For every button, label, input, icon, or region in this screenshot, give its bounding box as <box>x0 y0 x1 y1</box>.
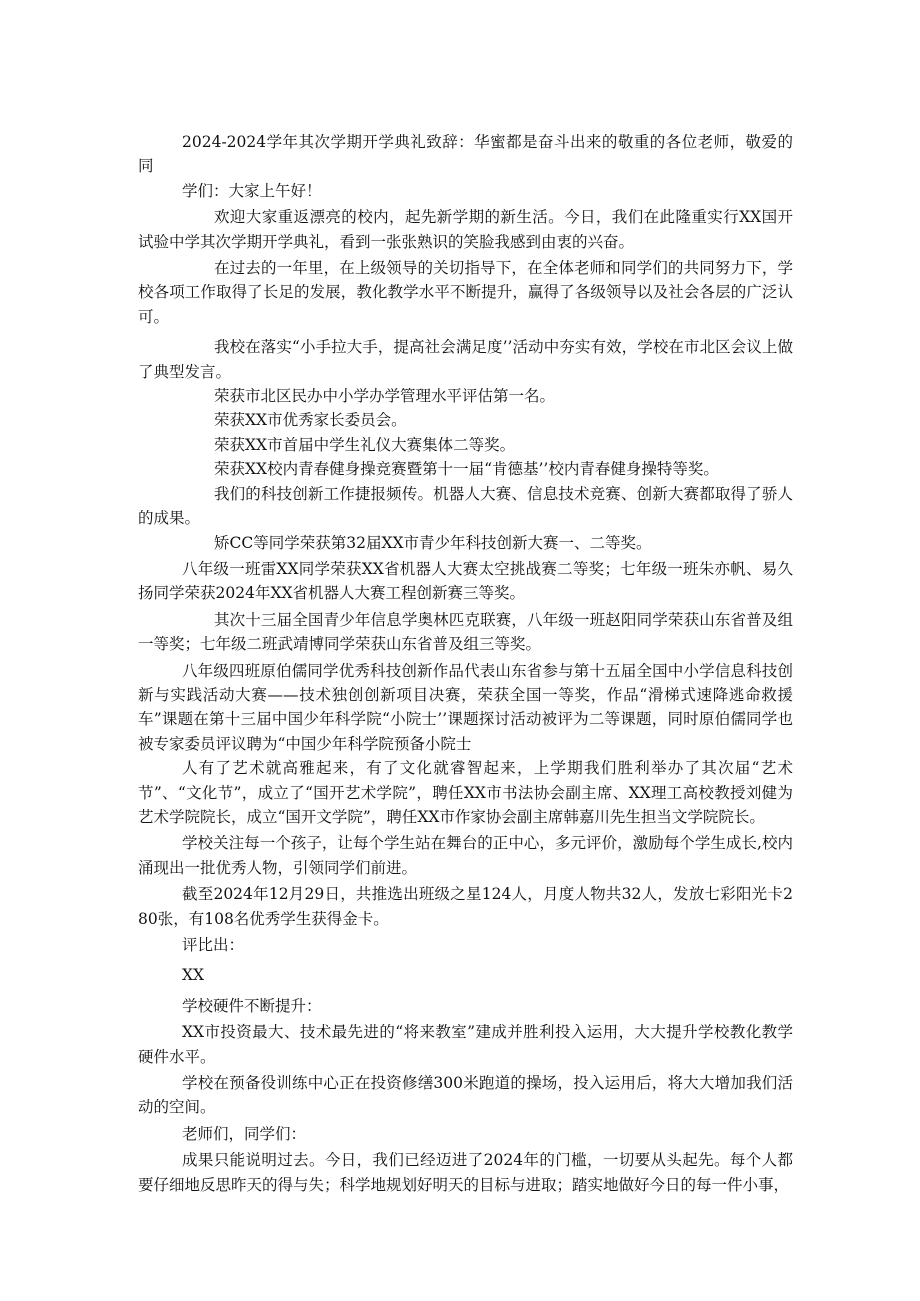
paragraph-welcome: 欢迎大家重返漂亮的校内，起先新学期的新生活。今日，我们在此隆重实行XX国开试验中学其次学期开学典礼，看到一张张熟识的笑脸我感到由衷的兴奋。 <box>138 208 793 251</box>
greeting: 学们：大家上午好！ <box>182 181 322 200</box>
award-item: 荣获XX校内青春健身操竞赛暨第十一届“肯德基’’校内青春健身操特等奖。 <box>214 460 719 479</box>
paragraph-science-award: 八年级四班原伯儒同学优秀科技创新作品代表山东省参与第十五届全国中小学信息科技创新与实践活动大赛——技术独创创新项目决赛，荣获全国一等奖，作品“滑梯式速降逃命救援车”课题在第十三届中国少年科学院“小院士’’课题探讨活动被评为二等课题，同时原伯儒同学也被专家委员评议聘为“中国少年科学院预备小院士 <box>138 661 793 753</box>
document-title-line: 2024-2024学年其次学期开学典礼致辞：华蜜都是奋斗出来的敬重的各位老师，敬爱的同 <box>138 133 793 176</box>
document-body <box>138 130 793 1197</box>
paragraph-address: 老师们，同学们： <box>182 1124 307 1143</box>
paragraph-student-care: 学校关注每一个孩子，让每个学生站在舞台的正中心，多元评价，激励每个学生成长,校内涌现出一批优秀人物，引领同学们前进。 <box>138 834 793 877</box>
paragraph-activity: 我校在落实“小手拉大手，提高社会满足度’’活动中夯实有效，学校在市北区会议上做了典型发言。 <box>138 338 793 381</box>
paragraph-selection: 评比出： <box>182 936 245 954</box>
paragraph-future-classroom: XX市投资最大、技术最先进的“将来教室”建成并胜利投入运用，大大提升学校教化教学硬件水平。 <box>138 1023 793 1066</box>
award-item: 荣获市北区民办中小学办学管理水平评估第一名。 <box>214 387 556 406</box>
award-item: 荣获XX市优秀家长委员会。 <box>214 411 407 430</box>
paragraph-track: 学校在预备役训练中心正在投资修缮300米跑道的操场，投入运用后，将大大增加我们活动的空间。 <box>138 1074 793 1117</box>
award-item: 矫CC等同学荣获第32届XX市青少年科技创新大赛一、二等奖。 <box>214 533 652 552</box>
award-item: 荣获XX市首届中学生礼仪大赛集体二等奖。 <box>214 435 516 454</box>
paragraph-olympiad: 其次十三届全国青少年信息学奥林匹克联赛，八年级一班赵阳同学荣获山东省普及组一等奖；七年级二班武靖博同学荣获山东省普及组三等奖。 <box>138 610 793 654</box>
paragraph-tech-innovation: 我们的科技创新工作捷报频传。机器人大赛、信息技术竞赛、创新大赛都取得了骄人的成果。 <box>138 484 793 528</box>
paragraph-robot-awards: 八年级一班雷XX同学荣获XX省机器人大赛太空挑战赛二等奖；七年级一班朱亦帆、易久扬同学荣获2024年XX省机器人大赛工程创新赛三等奖。 <box>138 559 793 603</box>
paragraph-xx: XX <box>182 966 205 985</box>
paragraph-statistics: 截至2024年12月29日，共推选出班级之星124人，月度人物共32人，发放七彩阳光卡280张，有108名优秀学生获得金卡。 <box>138 885 793 928</box>
paragraph-arts: 人有了艺术就高雅起来，有了文化就睿智起来，上学期我们胜利举办了其次届“艺术节”、“文化节”，成立了“国开艺术学院”，聘任XX市书法协会副主席、XX理工高校教授刘健为艺术学院院长，成立“国开文学院”，聘任XX市作家协会副主席韩嘉川先生担当文学院院长。 <box>138 759 793 826</box>
paragraph-closing: 成果只能说明过去。今日，我们已经迈进了2024年的门槛，一切要从头起先。每个人都要仔细地反思昨天的得与失；科学地规划好明天的目标与进取；踏实地做好今日的每一件小事， <box>138 1151 793 1194</box>
paragraph-hardware: 学校硬件不断提升： <box>182 996 322 1015</box>
paragraph-past-year: 在过去的一年里，在上级领导的关切指导下，在全体老师和同学们的共同努力下，学校各项工作取得了长足的发展，教化教学水平不断提升，赢得了各级领导以及社会各层的广泛认可。 <box>138 259 793 326</box>
